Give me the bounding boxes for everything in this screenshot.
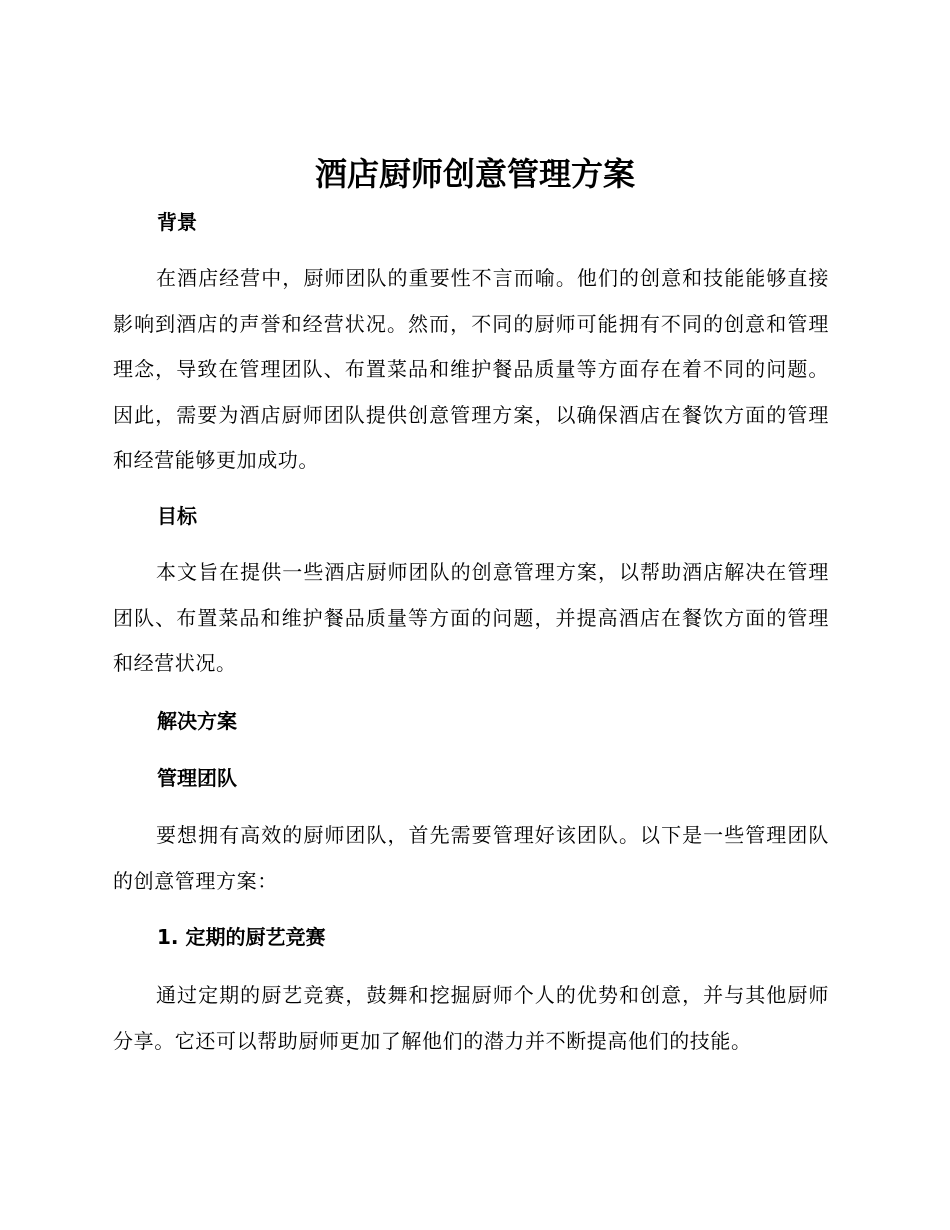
paragraph-item-1: 通过定期的厨艺竞赛，鼓舞和挖掘厨师个人的优势和创意，并与其他厨师分享。它还可以帮助厨师更加了解他们的潜力并不断提高他们的技能。 (113, 983, 829, 1053)
section-heading-background: 背景 (157, 210, 197, 234)
section-heading-solution: 解决方案 (157, 709, 237, 733)
paragraph-background: 在酒店经营中，厨师团队的重要性不言而喻。他们的创意和技能能够直接影响到酒店的声誉和经营状况。然而，不同的厨师可能拥有不同的创意和管理理念，导致在管理团队、布置菜品和维护餐品质量等方面存在着不同的问题。因此，需要为酒店厨师团队提供创意管理方案，以确保酒店在餐饮方面的管理和经营能够更加成功。 (113, 266, 829, 472)
section-heading-goal: 目标 (157, 504, 197, 528)
list-item-heading-1: 1. 定期的厨艺竞赛 (157, 925, 326, 949)
paragraph-team: 要想拥有高效的厨师团队，首先需要管理好该团队。以下是一些管理团队的创意管理方案： (113, 823, 829, 893)
document-title: 酒店厨师创意管理方案 (314, 155, 635, 193)
subsection-heading-team: 管理团队 (157, 766, 237, 790)
paragraph-goal: 本文旨在提供一些酒店厨师团队的创意管理方案，以帮助酒店解决在管理团队、布置菜品和维护餐品质量等方面的问题，并提高酒店在餐饮方面的管理和经营状况。 (113, 560, 829, 675)
